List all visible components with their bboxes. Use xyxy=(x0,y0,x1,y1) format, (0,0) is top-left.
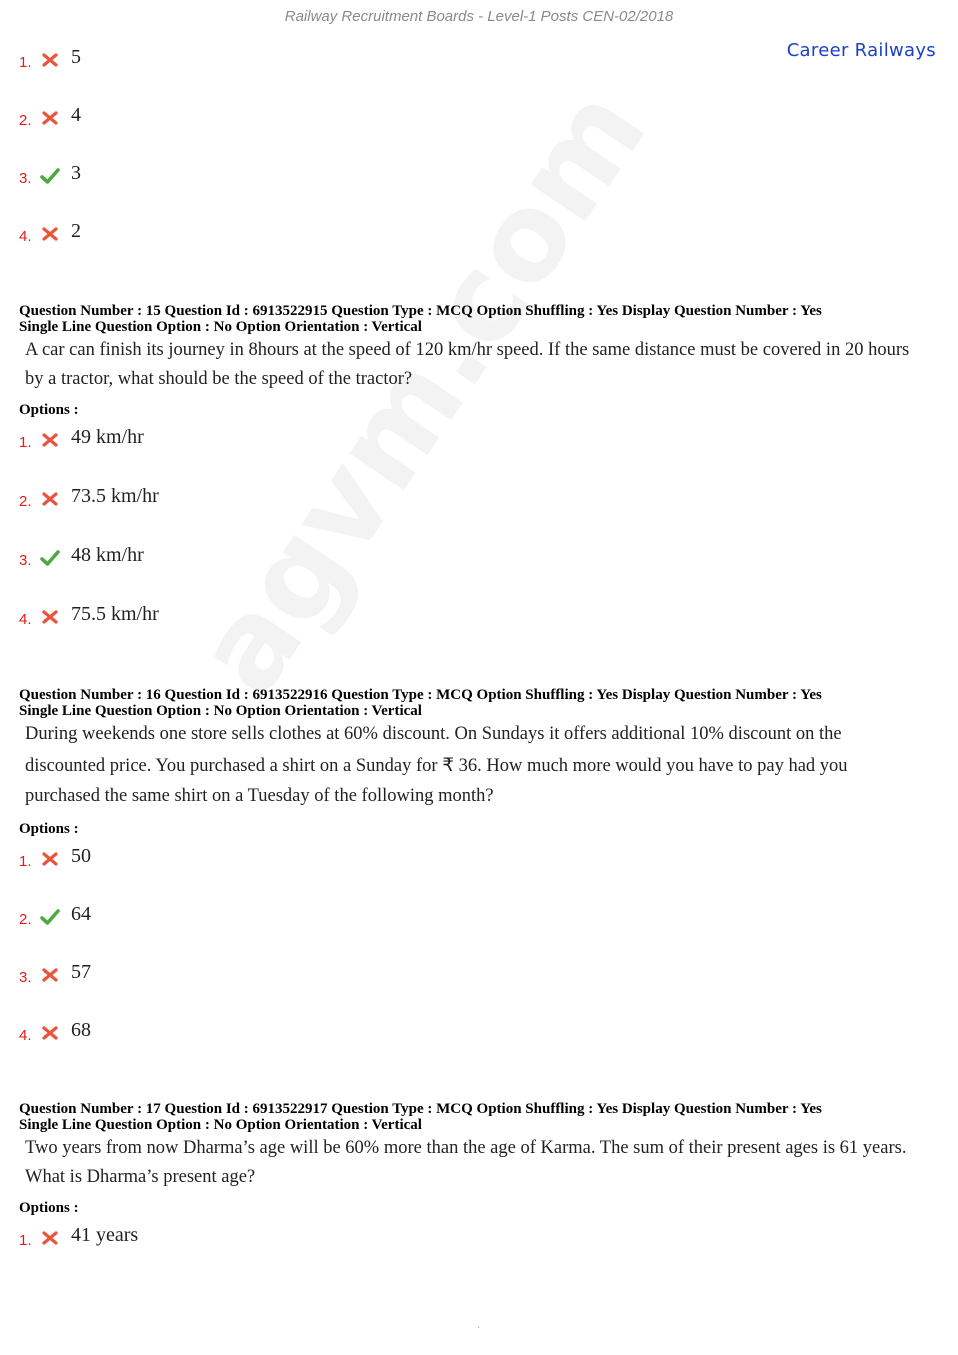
wrong-icon xyxy=(40,108,60,128)
option-number: 1. xyxy=(19,54,32,71)
option-text: 41 years xyxy=(71,1224,139,1246)
option-text: 2 xyxy=(71,220,81,242)
footer-mark: . xyxy=(477,1320,481,1331)
wrong-icon xyxy=(40,607,60,627)
option-text: 5 xyxy=(71,46,81,68)
option-number: 3. xyxy=(19,170,32,187)
check-icon xyxy=(40,907,60,927)
option-text: 48 km/hr xyxy=(71,544,144,566)
wrong-icon xyxy=(40,224,60,244)
wrong-icon xyxy=(40,50,60,70)
option-number: 2. xyxy=(19,112,32,129)
question-line: discounted price. You purchased a shirt on a Sunday for ₹ 36. How much more would you have to pay had you xyxy=(25,756,848,776)
question-text xyxy=(25,724,940,817)
question-line: What is Dharma’s present age? xyxy=(25,1167,256,1187)
wrong-icon xyxy=(40,849,60,869)
option-number: 1. xyxy=(19,853,32,870)
option-number: 3. xyxy=(19,969,32,986)
wrong-icon xyxy=(40,430,60,450)
options-label: Options : xyxy=(19,402,79,418)
question-meta-line: Single Line Question Option : No Option Orientation : Vertical xyxy=(19,703,422,719)
question-line: by a tractor, what should be the speed of the tractor? xyxy=(25,369,413,389)
question-meta-line: Single Line Question Option : No Option Orientation : Vertical xyxy=(19,319,422,335)
option-number: 2. xyxy=(19,493,32,510)
option-number: 4. xyxy=(19,611,32,628)
wrong-icon xyxy=(40,1023,60,1043)
option-number: 2. xyxy=(19,911,32,928)
option-text: 75.5 km/hr xyxy=(71,603,159,625)
question-text xyxy=(25,1138,940,1196)
options-label: Options : xyxy=(19,821,79,837)
question-meta-line: Single Line Question Option : No Option Orientation : Vertical xyxy=(19,1117,422,1133)
question-meta xyxy=(19,687,939,719)
check-icon xyxy=(40,548,60,568)
brand-label: Career Railways xyxy=(786,40,936,61)
question-meta xyxy=(19,1101,939,1133)
question-meta-line: Question Number : 16 Question Id : 6913522916 Question Type : MCQ Option Shuffling : Yes Display Question Number : Yes xyxy=(19,687,822,703)
option-number: 4. xyxy=(19,228,32,245)
option-text: 49 km/hr xyxy=(71,426,144,448)
option-text: 68 xyxy=(71,1019,91,1041)
option-text: 4 xyxy=(71,104,81,126)
option-number: 1. xyxy=(19,1232,32,1249)
question-meta-line: Question Number : 15 Question Id : 6913522915 Question Type : MCQ Option Shuffling : Yes Display Question Number : Yes xyxy=(19,303,822,319)
question-line: Two years from now Dharma’s age will be 60% more than the age of Karma. The sum of their present ages is 61 years. xyxy=(25,1138,907,1158)
question-line: During weekends one store sells clothes at 60% discount. On Sundays it offers additional 10% discount on the xyxy=(25,724,842,744)
options-label: Options : xyxy=(19,1200,79,1216)
question-text xyxy=(25,340,940,398)
option-text: 73.5 km/hr xyxy=(71,485,159,507)
question-line: A car can finish its journey in 8hours at the speed of 120 km/hr speed. If the same distance must be covered in 20 hours xyxy=(25,340,910,360)
check-icon xyxy=(40,166,60,186)
question-line: purchased the same shirt on a Tuesday of the following month? xyxy=(25,786,494,806)
option-number: 1. xyxy=(19,434,32,451)
question-meta-line: Question Number : 17 Question Id : 6913522917 Question Type : MCQ Option Shuffling : Yes Display Question Number : Yes xyxy=(19,1101,822,1117)
wrong-icon xyxy=(40,1228,60,1248)
option-text: 64 xyxy=(71,903,91,925)
wrong-icon xyxy=(40,489,60,509)
page-header: Railway Recruitment Boards - Level-1 Posts CEN-02/2018 xyxy=(284,8,674,25)
option-number: 3. xyxy=(19,552,32,569)
option-number: 4. xyxy=(19,1027,32,1044)
option-text: 50 xyxy=(71,845,91,867)
wrong-icon xyxy=(40,965,60,985)
option-text: 57 xyxy=(71,961,91,983)
question-meta xyxy=(19,303,939,335)
option-text: 3 xyxy=(71,162,81,184)
